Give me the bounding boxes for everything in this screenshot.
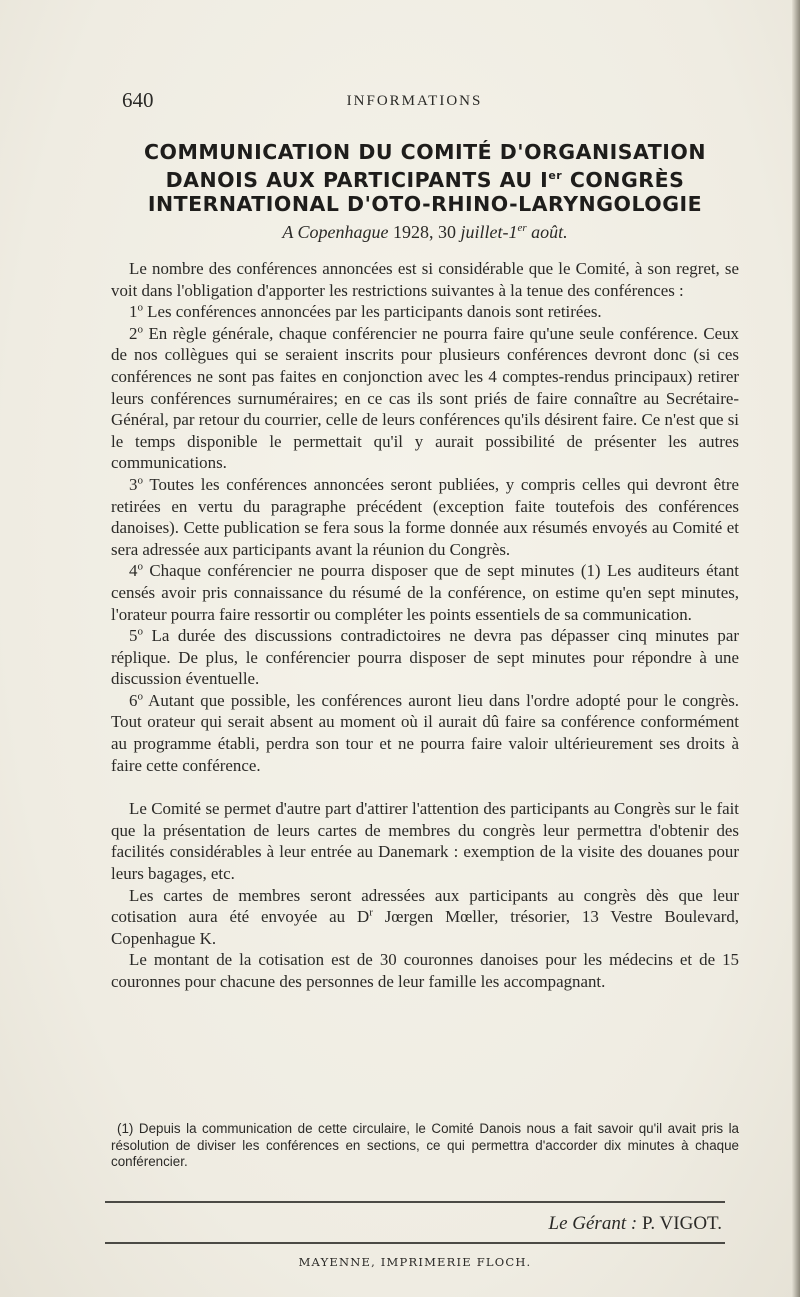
article-body <box>111 258 739 993</box>
rule-item-4: 4$^o$ Chaque conférencier ne pourra disposer que de sept minutes (1) Les auditeurs étant censés avoir pris connaissance du résumé de la conférence, on estime qu'en sept minutes, l'orateur pourra faire ressortir ou compléter les points essentiels de sa communication. <box>111 560 739 624</box>
title-line-1: COMMUNICATION DU COMITÉ D'ORGANISATION <box>144 140 706 164</box>
running-head <box>112 88 717 116</box>
footnote <box>111 1121 739 1171</box>
closing-paragraph-1: Le Comité se permet d'autre part d'attirer l'attention des participants au Congrès sur le fait que la présentation de leurs cartes de membres du congrès leur permettra d'obtenir des facilités considérables à leur entrée au Danemark : exemption de la visite des douanes pour leurs bagages, etc. <box>111 799 739 884</box>
signature-role: Le Gérant : <box>548 1213 638 1234</box>
closing-paragraph-2: Les cartes de membres seront adressées aux participants au congrès dès que leur cotisation aura été envoyée au $D^r$ Jœrgen Mœller, trésorier, 13 Vestre Boulevard, Copenhague K. <box>111 885 740 948</box>
title-line-2: DANOIS AUX PARTICIPANTS AU Ier CONGRÈS <box>165 168 685 192</box>
dateline: A Copenhague 1928, 30 juillet-1er août. <box>282 222 568 242</box>
page-number: 640 <box>122 88 154 112</box>
page-edge-shadow <box>792 0 800 1297</box>
footnote-text: (1) Depuis la communication de cette circulaire, le Comité Danois nous a fait savoir qu'il avait pris la résolution de diviser les conférences en sections, ce qui permettra d'accorder dix minutes à chaque conférencier. <box>111 1121 739 1169</box>
rule-item-2: 2$^o$ En règle générale, chaque conférencier ne pourra faire qu'une seule conférence. Ceux de nos collègues qui se seraient inscrits pour plusieurs conférences devront donc (si ces conférences ne sont pas faites en conjonction avec les 4 comptes-rendus principaux) retirer leurs conférences surnuméraires; en ce cas ils sont priés de faire connaître au Secrétaire-Général, par retour du courrier, celle de leurs conférences qu'ils désirent faire. Ce n'est que si le temps disponible le permettait qu'il y aurait possibilité de présenter les autres communications. <box>111 323 739 473</box>
divider-bottom <box>105 1242 725 1244</box>
article-title <box>100 140 750 216</box>
printer-imprint: MAYENNE, IMPRIMERIE FLOCH. <box>298 1255 532 1269</box>
rule-item-5: 5$^o$ La durée des discussions contradictoires ne devra pas dépasser cinq minutes par réplique. De plus, le conférencier pourra disposer de sept minutes pour répondre à une discussion éventuelle. <box>111 625 739 689</box>
rule-item-3: 3$^o$ Toutes les conférences annoncées seront publiées, y compris celles qui devront être retirées en vertu du paragraphe précédent (exception faite toutefois des conférences danoises). Cette publication se fera sous la forme donnée aux résumés envoyés au Comité et sera adressée aux participants avant la réunion du Congrès. <box>111 474 739 559</box>
rule-item-1: 1$^o$ Les conférences annoncées par les participants danois sont retirées. <box>129 301 602 322</box>
rule-item-6: 6$^o$ Autant que possible, les conférences auront lieu dans l'ordre adopté pour le congrès. Tout orateur qui serait absent au moment où il aurait dû faire sa conférence conformément au programme établi, perdra son tour et ne pourra faire valoir ultérieurement ses droits à faire cette conférence. <box>111 690 739 775</box>
signature-name: P. VIGOT. <box>637 1213 722 1234</box>
intro-paragraph: Le nombre des conférences annoncées est si considérable que le Comité, à son regret, se voit dans l'obligation d'apporter les restrictions suivantes à la tenue des conférences : <box>111 259 739 300</box>
closing-paragraph-3: Le montant de la cotisation est de 30 couronnes danoises pour les médecins et de 15 couronnes pour chacune des personnes de leur famille les accompagnant. <box>111 950 739 991</box>
divider-top <box>105 1201 725 1203</box>
signature-line <box>420 1213 722 1235</box>
section-name: INFORMATIONS <box>346 93 483 109</box>
title-line-3: INTERNATIONAL D'OTO-RHINO-LARYNGOLOGIE <box>147 192 703 216</box>
